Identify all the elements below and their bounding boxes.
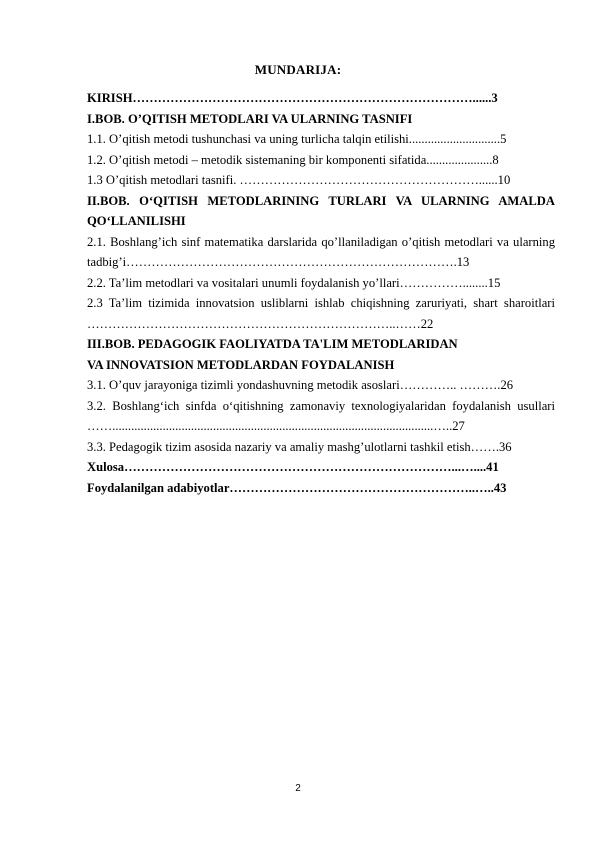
toc-entry-xulosa: Xulosa……………………………………………………………………...…....41 xyxy=(87,460,499,474)
toc-entry-2-3: 2.3 Ta’lim tizimida innovatsion usliblarni ishlab chiqishning zaruriyati, shart sharoitlari ………………………………………………………………..……22 xyxy=(87,296,555,331)
toc-entry-1-2: 1.2. O’qitish metodi – metodik sistemaning bir komponenti sifatida.....................8 xyxy=(87,152,499,167)
toc-entry-3-1: 3.1. O’quv jarayoniga tizimli yondashuvning metodik asoslari………….. ……….26 xyxy=(87,378,514,392)
toc-entry-2-1: 2.1. Boshlang’ich sinf matematika darslarida qo’llaniladigan o’qitish metodlari va ularning tadbig’i…………………………………………………………………….13 xyxy=(87,234,555,269)
toc-entry-adabiyotlar: Foydalanilgan adabiyotlar…………………………………………………..…..43 xyxy=(87,480,507,495)
document-title: MUNDARIJA: xyxy=(254,62,342,77)
toc-chapter-3-heading-line-1: III.BOB. PEDAGOGIK FAOLIYATDA TA'LIM METODLARIDAN xyxy=(87,337,458,351)
toc-entry-kirish: KIRISH………………………………………………………………………......3 xyxy=(87,91,498,105)
toc-chapter-1-heading: I.BOB. O’QITISH METODLARI VA ULARNING TASNIFI xyxy=(87,111,413,126)
toc-entry-3-3: 3.3. Pedagogik tizim asosida nazariy va amaliy mashg’ulotlarni tashkil etish…….36 xyxy=(87,439,512,454)
toc-entry-1-1: 1.1. O’qitish metodi tushunchasi va uning turlicha talqin etilishi.............................5 xyxy=(87,132,507,146)
toc-chapter-2-heading: II.BOB. O‘QITISH METODLARINING TURLARI VA ULARNING AMALDA QO‘LLANILISHI xyxy=(87,193,555,228)
toc-chapter-3-heading-line-2: VA INNOVATSION METODLARDAN FOYDALANISH xyxy=(87,357,395,372)
table-of-contents xyxy=(87,88,555,498)
toc-entry-3-2: 3.2. Boshlang‘ich sinfda o‘qitishning zamonaviy texnologiyalaridan foydalanish usullari ……......................................................................................................…..27 xyxy=(87,398,555,433)
page-number: 2 xyxy=(295,783,301,794)
toc-entry-1-3: 1.3 O’qitish metodlari tasnifi. …………………………………………………......10 xyxy=(87,173,511,187)
toc-entry-2-2: 2.2. Ta’lim metodlari va vositalari unumli foydalanish yo’llari……………........15 xyxy=(87,275,501,290)
